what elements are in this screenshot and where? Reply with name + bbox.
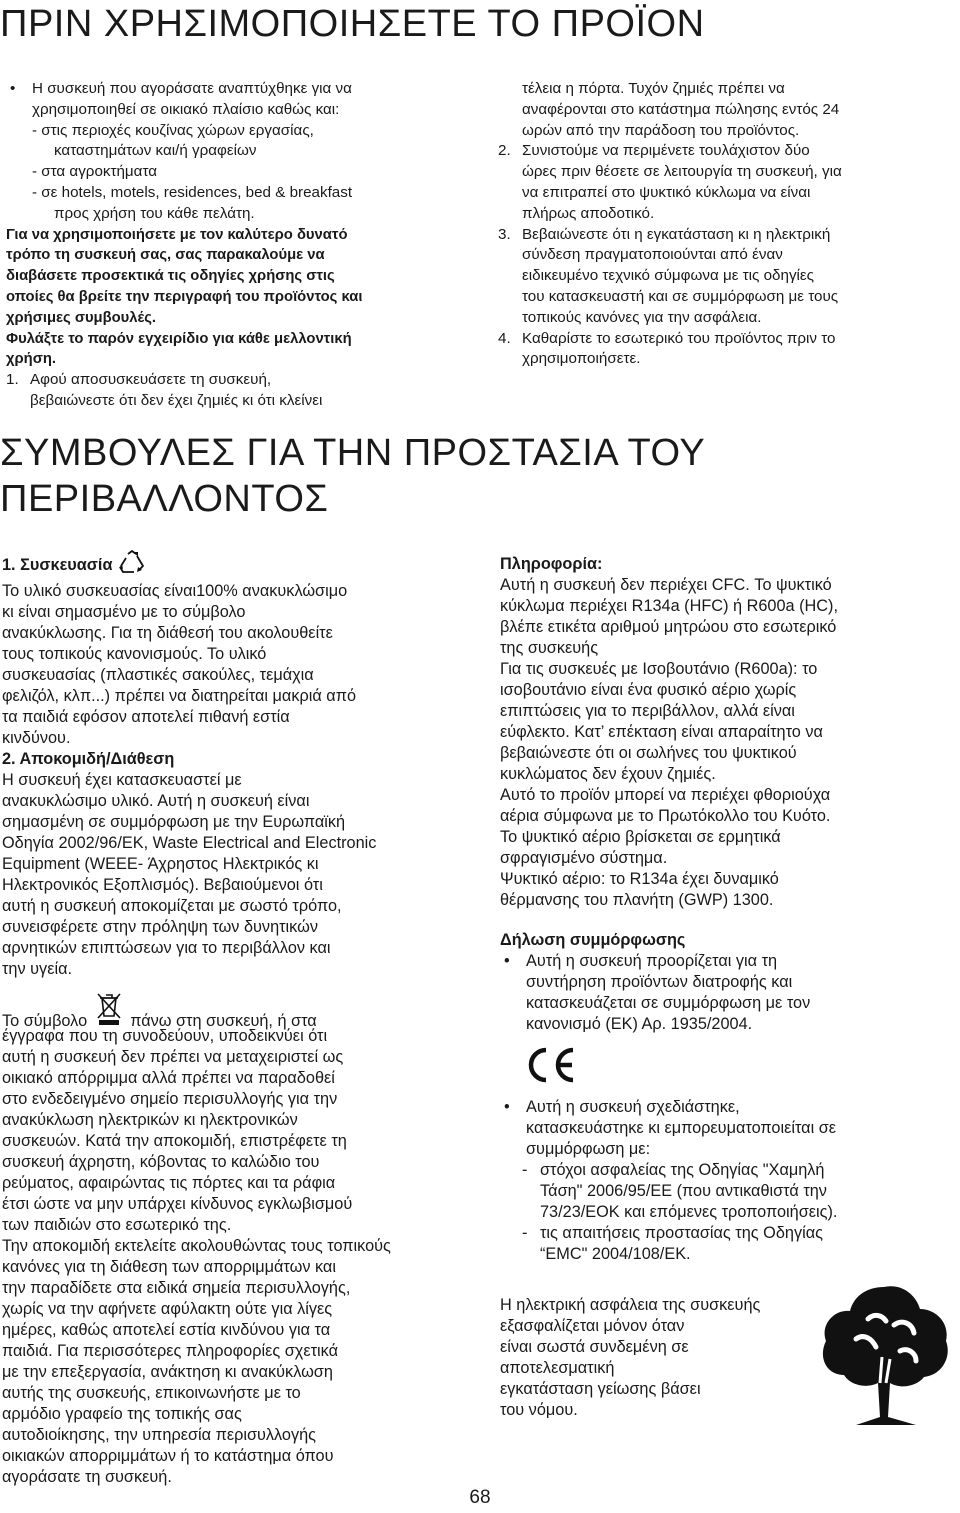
text-fragment: Το σύμβολο — [2, 1012, 88, 1030]
text-line: Την αποκομιδή εκτελείτε ακολουθώντας τους τοπικούς — [2, 1237, 391, 1255]
intro-column-right — [498, 79, 958, 370]
text-line: φελιζόλ, κλπ...) πρέπει να διατηρείται μακριά από — [2, 687, 357, 705]
text-line: αναφέρονται στο κατάστημα πώλησης εντός 24 — [522, 100, 840, 118]
text-line: - στα αγροκτήματα — [32, 163, 158, 181]
text-line: στο ενδεδειγμένο σημείο περισυλλογής για την — [2, 1090, 338, 1108]
text-line: συντήρηση προϊόντων διατροφής και — [526, 973, 793, 991]
text-line: ρεύματος, αφαιρώντας τις πόρτες και τα ράφια — [2, 1174, 336, 1192]
text-line: βλέπε ετικέτα αριθμού μητρώου στο εσωτερικό — [500, 618, 837, 636]
numbered-item-3 — [498, 225, 958, 329]
text-line: Για τις συσκευές με Ισοβουτάνιο (R600a): το — [500, 660, 818, 678]
text-line: τέλεια η πόρτα. Τυχόν ζημιές πρέπει να — [522, 80, 785, 97]
text-line: εγκατάσταση γείωσης βάσει — [500, 1380, 701, 1398]
text-line: επιπτώσεις για το περιβάλλον, αλλά είναι — [500, 702, 795, 720]
item-number: 3. — [498, 225, 511, 243]
text-line: Αφού αποσυσκευάσετε τη συσκευή, — [30, 371, 272, 389]
recycle-icon — [117, 550, 147, 581]
numbered-item-1-continued — [498, 79, 958, 141]
declaration-heading: Δήλωση συμμόρφωσης — [500, 931, 686, 949]
text-line: ωρών από την παράδοση του προϊόντος. — [522, 121, 800, 139]
text-line: Βεβαιώνεστε ότι η εγκατάσταση κι η ηλεκτρική — [522, 225, 831, 243]
text-line: ισοβουτάνιο είναι ένα φυσικό αέριο χωρίς — [500, 681, 797, 699]
text-line: κατασκευάστηκε κι εμπορευματοποιείται σε — [526, 1119, 837, 1137]
text-line: διαβάσετε προσεκτικά τις οδηγίες χρήσης στις — [6, 268, 335, 285]
section-title — [0, 430, 940, 522]
text-line: αρνητικών επιπτώσεων για το περιβάλλον και — [2, 939, 331, 957]
text-line: τους τοπικούς κανονισμούς. Το υλικό — [2, 645, 267, 663]
text-line: Τάση" 2006/95/ΕΕ (που αντικαθιστά την — [540, 1182, 827, 1200]
safety-block — [500, 1295, 955, 1425]
text-line: τρόπο τη συσκευή σας, σας παρακαλούμε να — [6, 247, 325, 264]
text-line: συσκευασίας (πλαστικές σακούλες, τεμάχια — [2, 666, 314, 684]
text-line: σύνδεση πραγματοποιούνται από έναν — [522, 246, 783, 264]
text-line: συσκευή άχρηστη, κόβοντας το καλώδιο του — [2, 1153, 320, 1171]
directive-item — [500, 1160, 955, 1223]
text-line: Equipment (WEEE- Άχρηστος Ηλεκτρικός κι — [2, 855, 319, 873]
text-line: χρήσιμες συμβουλές. — [6, 309, 157, 326]
text-line: την υγεία. — [2, 960, 73, 978]
text-line: 73/23/ΕΟΚ και επόμενες τροποποιήσεις). — [540, 1203, 838, 1221]
section-title-line: ΠΕΡΙΒΑΛΛΟΝΤΟΣ — [0, 478, 329, 520]
safety-text — [500, 1295, 800, 1421]
text-line: Η ηλεκτρική ασφάλεια της συσκευής — [500, 1296, 761, 1314]
text-line: Αυτό το προϊόν μπορεί να περιέχει φθοριούχα — [500, 786, 831, 804]
text-line: χρήση. — [6, 351, 56, 368]
item-number: 4. — [498, 329, 511, 347]
text-line: κανονισμό (ΕΚ) Αρ. 1935/2004. — [526, 1015, 753, 1033]
text-line: παιδιά. Για περισσότερες πληροφορίες σχετικά — [2, 1342, 338, 1360]
bullet-marker: • — [504, 1098, 510, 1116]
text-line: βεβαιώνεστε ότι δεν έχει ζημιές κι ότι κλείνει — [30, 391, 323, 409]
text-line: να επιτραπεί στο ψυκτικό κύκλωμα να είναι — [522, 183, 811, 201]
text-line: εξασφαλίζεται μόνον όταν — [500, 1317, 685, 1335]
info-heading: Πληροφορία: — [500, 555, 603, 573]
bullet-marker: • — [504, 952, 510, 970]
text-line: κύκλωμα περιέχει R134a (HFC) ή R600a (HC), — [500, 597, 838, 615]
text-line: Το ψυκτικό αέριο βρίσκεται σε ερμητικά — [500, 828, 781, 846]
text-line: στόχοι ασφαλείας της Οδηγίας "Χαμηλή — [540, 1161, 825, 1179]
text-line: ειδικευμένο τεχνικό σύμφωνα με τις οδηγίες — [522, 267, 814, 285]
text-line: θέρμανσης του πλανήτη (GWP) 1300. — [500, 891, 774, 909]
text-line: του νόμου. — [500, 1401, 578, 1419]
dash-marker: - — [522, 1224, 528, 1242]
declaration-bullet — [500, 1097, 955, 1160]
text-line: οικιακό απόρριμμα αλλά πρέπει να παραδοθεί — [2, 1069, 335, 1087]
text-line: κινδύνου. — [2, 729, 71, 747]
declaration-bullet — [500, 951, 955, 1035]
text-line: έτσι ώστε να μην υπάρχει κίνδυνος εγκλωβισμού — [2, 1195, 353, 1213]
text-line: ανακύκλωσης. Για τη διάθεσή του ακολουθείτε — [2, 624, 333, 642]
text-line: Ηλεκτρονικός Εξοπλισμός). Βεβαιούμενοι ότι — [2, 876, 323, 894]
text-line: - στις περιοχές κουζίνας χώρων εργασίας, — [32, 121, 314, 139]
text-line: έγγραφα που τη συνοδεύουν, υποδεικνύει ότι — [2, 1027, 328, 1045]
text-line: ανακύκλωση ηλεκτρικών κι ηλεκτρονικών — [2, 1111, 298, 1129]
text-line: σημασμένη σε συμμόρφωση με την Ευρωπαϊκή — [2, 813, 346, 831]
text-line: οποίες θα βρείτε την περιγραφή του προϊόντος και — [6, 288, 363, 305]
text-line: είναι σωστά συνδεμένη σε — [500, 1338, 689, 1356]
dash-marker: - — [522, 1161, 528, 1179]
text-line: βεβαιώνεστε ότι οι σωλήνες του ψυκτικού — [500, 744, 797, 762]
text-line: τα παιδιά εφόσον αποτελεί πιθανή εστία — [2, 708, 290, 726]
text-line: συνεισφέρετε στην πρόληψη των δυνητικών — [2, 918, 318, 936]
text-line: τοπικούς κανόνες για την ασφάλεια. — [522, 308, 762, 326]
item-number: 1. — [6, 371, 19, 389]
text-line: ανακυκλώσιμο υλικό. Αυτή η συσκευή είναι — [2, 792, 310, 810]
intro-column-left — [6, 79, 476, 412]
numbered-item-1 — [6, 370, 476, 412]
ce-mark-icon — [500, 1035, 955, 1097]
text-line: αγοράσατε τη συσκευή. — [2, 1468, 172, 1486]
text-line: προς χρήση του κάθε πελάτη. — [54, 204, 255, 222]
text-line: Ψυκτικό αέριο: το R134a έχει δυναμικό — [500, 870, 779, 888]
text-line: Οδηγία 2002/96/ΕΚ, Waste Electrical and Electronic — [2, 834, 377, 852]
text-line: ώρες πριν θέσετε σε λειτουργία τη συσκευή, για — [522, 163, 842, 181]
section-title-line: ΣΥΜΒΟΥΛΕΣ ΓΙΑ ΤΗΝ ΠΡΟΣΤΑΣΙΑ ΤΟΥ — [0, 432, 706, 474]
text-line: χρησιμοποιήσετε. — [522, 350, 641, 368]
text-line: “EMC" 2004/108/ΕΚ. — [540, 1245, 691, 1263]
text-line: σφραγισμένο σύστημα. — [500, 849, 668, 867]
intro-bullet — [6, 79, 476, 225]
tree-logo-icon — [816, 1279, 956, 1435]
text-line: καταστημάτων και/ή γραφείων — [54, 142, 257, 160]
text-line: κανόνες για τη διάθεση των απορριμμάτων και — [2, 1258, 336, 1276]
text-line: οικιακών απορριμμάτων ή το κατάστημα όπου — [2, 1447, 334, 1465]
text-line: Αυτή η συσκευή προορίζεται για τη — [526, 952, 778, 970]
text-line: κυκλώματος δεν έχουν ζημιές. — [500, 765, 716, 783]
text-line: ημέρες, καθώς αποτελεί εστία κινδύνου για τα — [2, 1321, 331, 1339]
text-fragment: πάνω στη συσκευή, ή στα — [130, 1012, 317, 1030]
crossed-bin-icon — [94, 990, 124, 1039]
text-line: αρμόδιο γραφείο της τοπικής σας — [2, 1405, 242, 1423]
text-line: Η συσκευή που αγοράσατε αναπτύχθηκε για να — [32, 80, 352, 97]
text-line: των παιδιών στο εσωτερικό της. — [2, 1216, 232, 1234]
text-line: πλήρως αποδοτικό. — [522, 204, 655, 222]
item-number: 2. — [498, 142, 511, 160]
text-line: αέρια σύμφωνα με το Πρωτόκολλο του Κυότο. — [500, 807, 831, 825]
environment-column-right — [500, 554, 955, 1425]
text-line: την παραδίδετε στα ειδικά σημεία περισυλλογής, — [2, 1279, 351, 1297]
environment-column-left — [2, 550, 480, 1488]
packaging-heading — [2, 550, 480, 581]
weee-symbol-line — [2, 990, 480, 1030]
heading-text: 1. Συσκευασία — [2, 555, 113, 574]
text-line: εύφλεκτο. Κατ’ επέκταση είναι απαραίτητο να — [500, 723, 823, 741]
text-line: Συνιστούμε να περιμένετε τουλάχιστον δύο — [522, 142, 810, 160]
numbered-item-2 — [498, 141, 958, 224]
text-line: - σε hotels, motels, residences, bed & breakfast — [32, 183, 353, 201]
text-line: Για να χρησιμοποιήσετε με τον καλύτερο δυνατό — [6, 226, 348, 243]
text-line: αυτή η συσκευή αποκομίζεται με σωστό τρόπο, — [2, 897, 342, 915]
text-line: κατασκευάζεται σε συμμόρφωση με τον — [526, 994, 811, 1012]
text-line: Φυλάξτε το παρόν εγχειρίδιο για κάθε μελλοντική — [6, 330, 352, 347]
text-line: χωρίς να την αφήνετε αφύλακτη ούτε για λίγες — [2, 1300, 333, 1318]
numbered-item-4 — [498, 329, 958, 371]
text-line: του κατασκευαστή και σε συμμόρφωση με τους — [522, 287, 839, 305]
intro-bold-paragraph — [6, 225, 476, 371]
text-line: αυτή η συσκευή δεν πρέπει να μεταχειριστεί ως — [2, 1048, 344, 1066]
directive-item — [500, 1223, 955, 1265]
text-line: Αυτή η συσκευή δεν περιέχει CFC. Το ψυκτικό — [500, 576, 832, 594]
text-line: αποτελεσματική — [500, 1359, 615, 1377]
text-line: Καθαρίστε το εσωτερικό του προϊόντος πριν το — [522, 329, 836, 347]
text-line: της συσκευής — [500, 639, 599, 657]
text-line: κι είναι σημασμένο με το σύμβολο — [2, 603, 246, 621]
page-title: ΠΡΙΝ ΧΡΗΣΙΜΟΠΟΙΗΣΕΤΕ ΤΟ ΠΡΟΪΟΝ — [0, 3, 705, 45]
text-line: Αυτή η συσκευή σχεδιάστηκε, — [526, 1098, 740, 1116]
page-number: 68 — [469, 1487, 491, 1508]
text-line: χρησιμοποιηθεί σε οικιακό πλαίσιο καθώς και: — [32, 100, 340, 118]
text-line: συμμόρφωση με: — [526, 1140, 651, 1158]
text-line: τις απαιτήσεις προστασίας της Οδηγίας — [540, 1224, 823, 1242]
text-line: με την επεξεργασία, ανάκτηση κι ανακύκλωση — [2, 1363, 333, 1381]
text-line: Η συσκευή έχει κατασκευαστεί με — [2, 771, 242, 789]
text-line: αυτοδιοίκησης, την υπηρεσία περισυλλογής — [2, 1426, 317, 1444]
text-line: συσκευών. Κατά την αποκομιδή, επιστρέφετε τη — [2, 1132, 347, 1150]
text-line: αυτής της συσκευής, επικοινωνήστε με το — [2, 1384, 301, 1402]
bullet-marker: • — [10, 80, 16, 97]
disposal-heading: 2. Αποκομιδή/Διάθεση — [2, 750, 175, 768]
text-line: Το υλικό συσκευασίας είναι100% ανακυκλώσιμο — [2, 582, 348, 600]
